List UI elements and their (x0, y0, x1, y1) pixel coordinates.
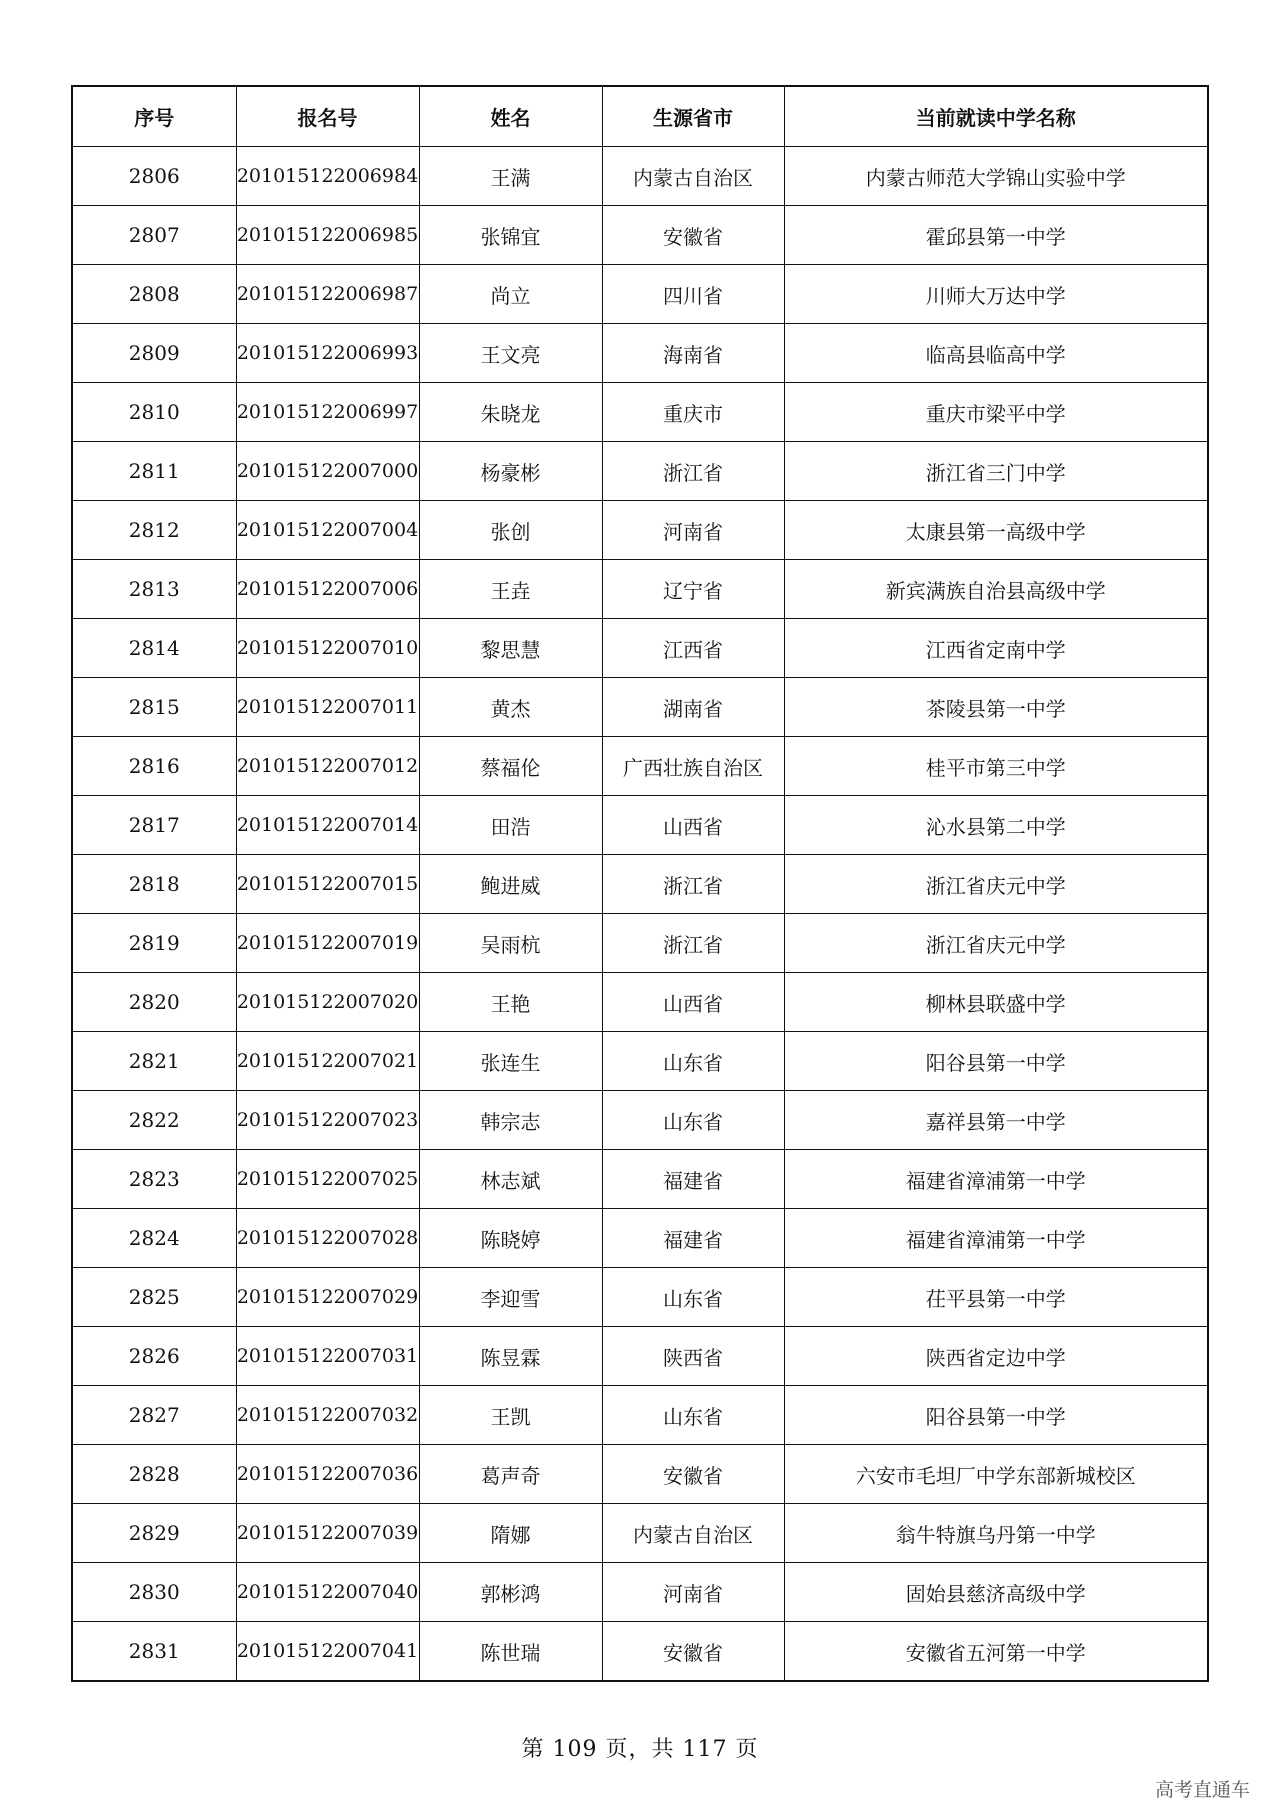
cell-seq: 2816 (72, 737, 236, 796)
cell-seq: 2806 (72, 147, 236, 206)
cell-name: 黄杰 (419, 678, 602, 737)
table-row (72, 796, 1208, 855)
cell-name: 张锦宜 (419, 206, 602, 265)
cell-regno: 201015122007039 (236, 1504, 419, 1563)
cell-name: 王艳 (419, 973, 602, 1032)
cell-seq: 2810 (72, 383, 236, 442)
cell-regno: 201015122007040 (236, 1563, 419, 1622)
cell-name: 张连生 (419, 1032, 602, 1091)
cell-name: 朱晓龙 (419, 383, 602, 442)
cell-name: 陈世瑞 (419, 1622, 602, 1682)
table-row (72, 501, 1208, 560)
table-row (72, 1150, 1208, 1209)
cell-province: 安徽省 (602, 206, 784, 265)
cell-seq: 2823 (72, 1150, 236, 1209)
cell-province: 内蒙古自治区 (602, 1504, 784, 1563)
cell-regno: 201015122007023 (236, 1091, 419, 1150)
cell-name: 黎思慧 (419, 619, 602, 678)
cell-province: 陕西省 (602, 1327, 784, 1386)
cell-regno: 201015122007019 (236, 914, 419, 973)
cell-province: 辽宁省 (602, 560, 784, 619)
cell-seq: 2824 (72, 1209, 236, 1268)
table-row (72, 383, 1208, 442)
table-row (72, 1032, 1208, 1091)
table-row (72, 737, 1208, 796)
cell-seq: 2825 (72, 1268, 236, 1327)
cell-seq: 2831 (72, 1622, 236, 1682)
cell-regno: 201015122007032 (236, 1386, 419, 1445)
table-row (72, 619, 1208, 678)
cell-name: 陈昱霖 (419, 1327, 602, 1386)
cell-regno: 201015122007015 (236, 855, 419, 914)
cell-province: 山东省 (602, 1386, 784, 1445)
cell-province: 内蒙古自治区 (602, 147, 784, 206)
cell-name: 王满 (419, 147, 602, 206)
table-row (72, 560, 1208, 619)
table-row (72, 1386, 1208, 1445)
table-row (72, 1268, 1208, 1327)
cell-seq: 2809 (72, 324, 236, 383)
cell-regno: 201015122007011 (236, 678, 419, 737)
table-body (72, 147, 1208, 1682)
cell-seq: 2830 (72, 1563, 236, 1622)
cell-regno: 201015122006985 (236, 206, 419, 265)
cell-name: 林志斌 (419, 1150, 602, 1209)
cell-seq: 2820 (72, 973, 236, 1032)
cell-school: 重庆市梁平中学 (784, 383, 1208, 442)
table-row (72, 1445, 1208, 1504)
cell-seq: 2828 (72, 1445, 236, 1504)
table-row (72, 265, 1208, 324)
cell-school: 六安市毛坦厂中学东部新城校区 (784, 1445, 1208, 1504)
cell-province: 河南省 (602, 1563, 784, 1622)
cell-school: 固始县慈济高级中学 (784, 1563, 1208, 1622)
cell-province: 浙江省 (602, 855, 784, 914)
cell-seq: 2821 (72, 1032, 236, 1091)
cell-regno: 201015122007041 (236, 1622, 419, 1682)
cell-seq: 2808 (72, 265, 236, 324)
table-row (72, 1209, 1208, 1268)
cell-school: 福建省漳浦第一中学 (784, 1150, 1208, 1209)
cell-regno: 201015122007006 (236, 560, 419, 619)
cell-regno: 201015122007036 (236, 1445, 419, 1504)
cell-seq: 2817 (72, 796, 236, 855)
table-row (72, 1563, 1208, 1622)
page-number: 第 109 页，共 117 页 (521, 1737, 759, 1762)
cell-school: 嘉祥县第一中学 (784, 1091, 1208, 1150)
table-row (72, 914, 1208, 973)
cell-school: 阳谷县第一中学 (784, 1386, 1208, 1445)
roster-table (71, 85, 1209, 1682)
cell-regno: 201015122006993 (236, 324, 419, 383)
cell-name: 张创 (419, 501, 602, 560)
cell-regno: 201015122007000 (236, 442, 419, 501)
table-row (72, 1622, 1208, 1682)
cell-school: 茶陵县第一中学 (784, 678, 1208, 737)
cell-name: 尚立 (419, 265, 602, 324)
cell-seq: 2827 (72, 1386, 236, 1445)
cell-seq: 2812 (72, 501, 236, 560)
cell-regno: 201015122006997 (236, 383, 419, 442)
cell-province: 河南省 (602, 501, 784, 560)
cell-school: 福建省漳浦第一中学 (784, 1209, 1208, 1268)
cell-seq: 2815 (72, 678, 236, 737)
cell-seq: 2822 (72, 1091, 236, 1150)
cell-name: 蔡福伦 (419, 737, 602, 796)
header-row (72, 86, 1208, 147)
cell-school: 茌平县第一中学 (784, 1268, 1208, 1327)
cell-name: 鲍进威 (419, 855, 602, 914)
cell-school: 浙江省庆元中学 (784, 855, 1208, 914)
cell-school: 柳林县联盛中学 (784, 973, 1208, 1032)
cell-regno: 201015122007020 (236, 973, 419, 1032)
cell-seq: 2807 (72, 206, 236, 265)
table-row (72, 1091, 1208, 1150)
cell-seq: 2813 (72, 560, 236, 619)
table-header (72, 86, 1208, 147)
cell-name: 陈晓婷 (419, 1209, 602, 1268)
table-row (72, 324, 1208, 383)
table-row (72, 855, 1208, 914)
cell-name: 王文亮 (419, 324, 602, 383)
cell-regno: 201015122006987 (236, 265, 419, 324)
cell-name: 隋娜 (419, 1504, 602, 1563)
cell-name: 田浩 (419, 796, 602, 855)
cell-school: 内蒙古师范大学锦山实验中学 (784, 147, 1208, 206)
table-row (72, 973, 1208, 1032)
cell-province: 山西省 (602, 796, 784, 855)
cell-regno: 201015122006984 (236, 147, 419, 206)
cell-name: 李迎雪 (419, 1268, 602, 1327)
cell-regno: 201015122007025 (236, 1150, 419, 1209)
cell-regno: 201015122007012 (236, 737, 419, 796)
cell-school: 翁牛特旗乌丹第一中学 (784, 1504, 1208, 1563)
cell-school: 川师大万达中学 (784, 265, 1208, 324)
cell-name: 葛声奇 (419, 1445, 602, 1504)
cell-province: 江西省 (602, 619, 784, 678)
table-row (72, 1504, 1208, 1563)
cell-regno: 201015122007014 (236, 796, 419, 855)
cell-school: 阳谷县第一中学 (784, 1032, 1208, 1091)
cell-province: 山东省 (602, 1268, 784, 1327)
cell-province: 福建省 (602, 1150, 784, 1209)
header-name: 姓名 (419, 86, 602, 147)
cell-school: 安徽省五河第一中学 (784, 1622, 1208, 1682)
cell-school: 临高县临高中学 (784, 324, 1208, 383)
cell-province: 山西省 (602, 973, 784, 1032)
cell-school: 陕西省定边中学 (784, 1327, 1208, 1386)
header-seq: 序号 (72, 86, 236, 147)
cell-school: 新宾满族自治县高级中学 (784, 560, 1208, 619)
cell-regno: 201015122007021 (236, 1032, 419, 1091)
cell-province: 浙江省 (602, 442, 784, 501)
cell-school: 桂平市第三中学 (784, 737, 1208, 796)
cell-seq: 2819 (72, 914, 236, 973)
cell-province: 海南省 (602, 324, 784, 383)
cell-province: 山东省 (602, 1091, 784, 1150)
table-row (72, 1327, 1208, 1386)
cell-province: 浙江省 (602, 914, 784, 973)
cell-school: 太康县第一高级中学 (784, 501, 1208, 560)
cell-name: 王垚 (419, 560, 602, 619)
header-regno: 报名号 (236, 86, 419, 147)
cell-school: 沁水县第二中学 (784, 796, 1208, 855)
cell-school: 浙江省三门中学 (784, 442, 1208, 501)
table-row (72, 442, 1208, 501)
cell-seq: 2818 (72, 855, 236, 914)
cell-province: 福建省 (602, 1209, 784, 1268)
watermark-text: 高考直通车 (1154, 1779, 1250, 1801)
cell-regno: 201015122007010 (236, 619, 419, 678)
cell-regno: 201015122007004 (236, 501, 419, 560)
cell-school: 霍邱县第一中学 (784, 206, 1208, 265)
cell-province: 四川省 (602, 265, 784, 324)
cell-name: 王凯 (419, 1386, 602, 1445)
cell-name: 郭彬鸿 (419, 1563, 602, 1622)
cell-name: 吴雨杭 (419, 914, 602, 973)
cell-province: 湖南省 (602, 678, 784, 737)
cell-school: 江西省定南中学 (784, 619, 1208, 678)
cell-seq: 2829 (72, 1504, 236, 1563)
cell-province: 安徽省 (602, 1445, 784, 1504)
cell-name: 韩宗志 (419, 1091, 602, 1150)
header-province: 生源省市 (602, 86, 784, 147)
cell-regno: 201015122007029 (236, 1268, 419, 1327)
cell-province: 重庆市 (602, 383, 784, 442)
table-row (72, 147, 1208, 206)
header-school: 当前就读中学名称 (784, 86, 1208, 147)
cell-regno: 201015122007028 (236, 1209, 419, 1268)
cell-regno: 201015122007031 (236, 1327, 419, 1386)
cell-school: 浙江省庆元中学 (784, 914, 1208, 973)
cell-seq: 2811 (72, 442, 236, 501)
cell-seq: 2826 (72, 1327, 236, 1386)
table-row (72, 678, 1208, 737)
cell-province: 广西壮族自治区 (602, 737, 784, 796)
cell-province: 安徽省 (602, 1622, 784, 1682)
cell-province: 山东省 (602, 1032, 784, 1091)
table-row (72, 206, 1208, 265)
cell-seq: 2814 (72, 619, 236, 678)
cell-name: 杨豪彬 (419, 442, 602, 501)
